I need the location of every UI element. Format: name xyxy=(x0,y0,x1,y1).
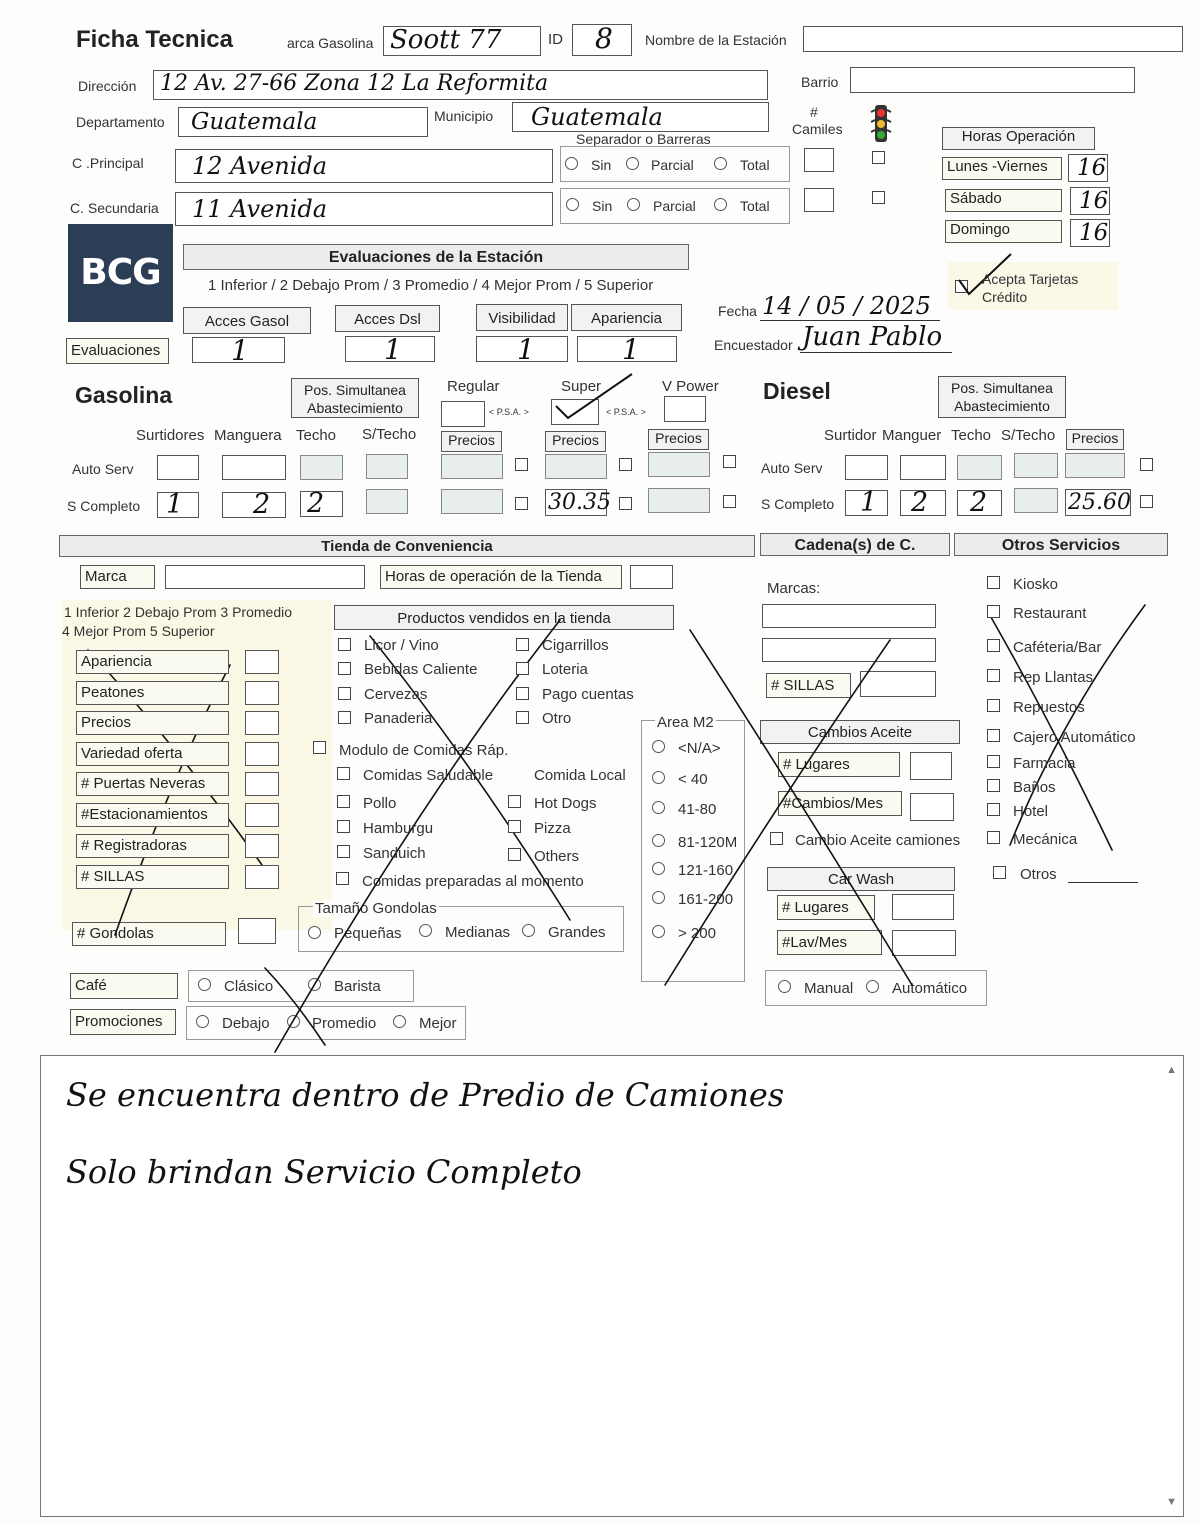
diesel-completo-techo-value: 2 xyxy=(970,487,988,518)
gondolas-count-field[interactable] xyxy=(238,918,276,944)
otro-servicio-label: Cajero Automático xyxy=(1013,729,1136,746)
notes-area[interactable] xyxy=(40,1055,1184,1517)
producto-label: Loteria xyxy=(542,661,588,678)
comida-label: Pollo xyxy=(363,795,397,812)
marcas-field-2[interactable] xyxy=(762,638,936,662)
diesel-pos-label-2: Abastecimiento xyxy=(954,398,1050,414)
rating-field[interactable] xyxy=(245,681,279,705)
gondolas-grandes-label: Grandes xyxy=(548,924,606,941)
gasolina-title: Gasolina xyxy=(75,382,173,408)
eval-acces-dsl-header: Acces Dsl xyxy=(335,305,440,332)
gondolas-pequenas-label: Pequeñas xyxy=(334,925,402,942)
carwash-lav-label: #Lav/Mes xyxy=(777,930,882,955)
cafe-label: Café xyxy=(70,973,178,999)
area-option-label: <N/A> xyxy=(678,740,721,757)
otro-servicio-label: Rep Llantas xyxy=(1013,669,1094,686)
diesel-title: Diesel xyxy=(763,378,831,404)
comida-checkbox[interactable] xyxy=(508,795,521,808)
scroll-down-icon[interactable]: ▼ xyxy=(1166,1496,1177,1508)
gondolas-size-label: Tamaño Gondolas xyxy=(315,900,437,917)
otro-servicio-label: Hotel xyxy=(1013,803,1049,820)
gas-completo-stecho[interactable] xyxy=(366,489,408,514)
barrio-field[interactable] xyxy=(850,67,1135,93)
sep2-total-label: Total xyxy=(740,198,770,214)
eval-apariencia-value: 1 xyxy=(622,333,640,366)
scroll-up-icon[interactable]: ▲ xyxy=(1166,1064,1177,1076)
diesel-auto-checkbox[interactable] xyxy=(1140,458,1153,471)
producto-label: Licor / Vino xyxy=(364,637,439,654)
eval-visibilidad-field[interactable] xyxy=(476,333,568,366)
diesel-auto-serv-label: Auto Serv xyxy=(761,460,823,476)
rating-label: Apariencia xyxy=(76,650,229,674)
domingo-label: Domingo xyxy=(945,220,1062,243)
diesel-completo-techo[interactable] xyxy=(957,487,1002,518)
sep1-total-label: Total xyxy=(740,157,770,173)
area-option-label: 161-200 xyxy=(678,891,734,908)
sep1-sin-radio[interactable] xyxy=(565,157,578,170)
area-option-radio[interactable] xyxy=(652,740,665,753)
otro-servicio-label: Mecánica xyxy=(1013,831,1078,848)
otro-servicio-checkbox[interactable] xyxy=(987,669,1000,682)
cambios-mes-field[interactable] xyxy=(910,793,954,821)
gas-auto-precio-vpower[interactable] xyxy=(648,452,710,477)
area-group xyxy=(641,720,745,982)
acepta-credito-label: Crédito xyxy=(982,289,1028,305)
regular-pos-field[interactable] xyxy=(441,401,485,427)
gas-completo-vpower-checkbox[interactable] xyxy=(723,495,736,508)
sabado-label: Sábado xyxy=(945,189,1062,212)
otro-servicio-checkbox[interactable] xyxy=(987,729,1000,742)
promo-promedio-label: Promedio xyxy=(312,1015,377,1032)
otro-servicio-label: Kiosko xyxy=(1013,576,1059,593)
gas-completo-manguera[interactable] xyxy=(222,489,286,520)
otro-servicio-checkbox[interactable] xyxy=(987,803,1000,816)
calle-secundaria-field[interactable] xyxy=(175,192,553,226)
diesel-completo-surtidor[interactable] xyxy=(845,487,888,518)
psa-label-1: < P.S.A. > xyxy=(489,407,529,417)
marca-gasolina-field[interactable] xyxy=(383,26,541,56)
sep1-sin-label: Sin xyxy=(591,157,612,173)
diesel-auto-precio[interactable] xyxy=(1065,453,1125,478)
tienda-header: Tienda de Conveniencia xyxy=(59,535,755,557)
notes-line-2: Solo brindan Servicio Completo xyxy=(66,1153,582,1191)
marca-gasolina-value: Soott 77 xyxy=(390,25,502,55)
barrio-label: Barrio xyxy=(801,74,839,90)
carwash-automatico-radio[interactable] xyxy=(866,980,879,993)
eval-acces-gasol-value: 1 xyxy=(231,334,249,367)
diesel-col-manguer: Manguer xyxy=(882,427,942,444)
comidas-preparadas-label: Comidas preparadas al momento xyxy=(362,873,584,890)
cambios-lugares-label: # Lugares xyxy=(778,752,900,777)
departamento-value: Guatemala xyxy=(191,109,318,135)
marcas-field-1[interactable] xyxy=(762,604,936,628)
comida-checkbox[interactable] xyxy=(508,820,521,833)
sep2-sin-label: Sin xyxy=(592,198,613,214)
producto-checkbox[interactable] xyxy=(516,662,529,675)
otros-underline xyxy=(1068,882,1138,883)
separador-label: Separador o Barreras xyxy=(576,131,711,147)
diesel-auto-manguer[interactable] xyxy=(900,455,946,480)
area-option-radio[interactable] xyxy=(652,891,665,904)
marca-tienda-field[interactable] xyxy=(165,565,365,589)
sabado-value: 16 xyxy=(1079,188,1109,214)
otro-servicio-checkbox[interactable] xyxy=(987,699,1000,712)
otro-servicio-checkbox[interactable] xyxy=(987,779,1000,792)
fecha-value: 14 / 05 / 2025 xyxy=(762,292,931,320)
rating-label: #Estacionamientos xyxy=(76,803,229,827)
cambio-camiones-checkbox[interactable] xyxy=(770,832,783,845)
gas-super-price: 30.35 xyxy=(548,490,611,515)
gas-auto-vpower-checkbox[interactable] xyxy=(723,455,736,468)
diesel-completo-precio[interactable] xyxy=(1065,489,1131,516)
cambios-mes-label: #Cambios/Mes xyxy=(778,791,902,816)
gas-completo-surtidores-value: 1 xyxy=(166,489,184,520)
otro-servicio-checkbox[interactable] xyxy=(987,755,1000,768)
notes-line-1: Se encuentra dentro de Predio de Camiones xyxy=(66,1076,785,1114)
otro-servicio-checkbox[interactable] xyxy=(987,605,1000,618)
gas-completo-precio-super[interactable] xyxy=(545,489,611,516)
sep2-parcial-label: Parcial xyxy=(653,198,696,214)
horas-tienda-label: Horas de operación de la Tienda xyxy=(380,565,622,589)
gondolas-pequenas-radio[interactable] xyxy=(308,926,321,939)
psa-label-2: < P.S.A. > xyxy=(606,407,646,417)
comida-checkbox[interactable] xyxy=(508,848,521,861)
promo-debajo-radio[interactable] xyxy=(196,1015,209,1028)
otro-servicio-checkbox[interactable] xyxy=(993,866,1006,879)
diesel-auto-surtidor[interactable] xyxy=(845,455,888,480)
rating-label: # SILLAS xyxy=(76,865,229,889)
lunes-viernes-field[interactable] xyxy=(1068,154,1108,182)
diesel-col-techo: Techo xyxy=(951,427,992,444)
id-field[interactable] xyxy=(572,24,632,56)
eval-visibilidad-header: Visibilidad xyxy=(476,304,568,331)
gasolina-pos-label-1: Pos. Simultanea xyxy=(304,382,406,398)
promo-mejor-radio[interactable] xyxy=(393,1015,406,1028)
bcg-logo-text: BCG xyxy=(80,252,161,293)
gas-auto-precio-super[interactable] xyxy=(545,454,607,479)
eval-apariencia-field[interactable] xyxy=(577,333,677,366)
productos-header: Productos vendidos en la tienda xyxy=(334,605,674,630)
area-option-label: 41-80 xyxy=(678,801,717,818)
gas-auto-regular-checkbox[interactable] xyxy=(515,458,528,471)
gas-completo-techo[interactable] xyxy=(300,488,343,519)
cafe-clasico-label: Clásico xyxy=(224,978,274,995)
comida-checkbox[interactable] xyxy=(337,795,350,808)
comidas-preparadas-checkbox[interactable] xyxy=(336,872,349,885)
eval-apariencia-header: Apariencia xyxy=(571,304,682,331)
municipio-value: Guatemala xyxy=(531,103,663,131)
diesel-price: 25.60 xyxy=(1068,490,1131,515)
calle-secundaria-value: 11 Avenida xyxy=(192,195,328,223)
horas-tienda-field[interactable] xyxy=(630,565,673,589)
rating-field[interactable] xyxy=(245,742,279,766)
form-title: Ficha Tecnica xyxy=(76,26,233,53)
otro-servicio-label: Restaurant xyxy=(1013,605,1087,622)
eval-acces-dsl-field[interactable] xyxy=(345,333,435,366)
gas-auto-serv-label: Auto Serv xyxy=(72,461,134,477)
gas-auto-precio-regular[interactable] xyxy=(441,454,503,479)
rating-field[interactable] xyxy=(245,650,279,674)
cambios-aceite-header: Cambios Aceite xyxy=(760,720,960,744)
cadena-sillas-label: # SILLAS xyxy=(766,673,851,698)
gas-col-techo: Techo xyxy=(296,427,337,444)
gas-completo-precio-vpower[interactable] xyxy=(648,488,710,513)
gas-auto-techo[interactable] xyxy=(300,455,343,480)
camiles-checkbox-1[interactable] xyxy=(872,151,885,164)
vpower-pos-field[interactable] xyxy=(664,396,706,422)
comida-checkbox[interactable] xyxy=(337,845,350,858)
producto-checkbox[interactable] xyxy=(516,711,529,724)
diesel-completo-surtidor-value: 1 xyxy=(860,487,878,518)
producto-checkbox[interactable] xyxy=(338,711,351,724)
gas-completo-techo-value: 2 xyxy=(307,488,325,519)
rating-field[interactable] xyxy=(245,834,279,858)
producto-checkbox[interactable] xyxy=(338,662,351,675)
camiles-label: Camiles xyxy=(792,121,843,137)
gas-completo-label: S Completo xyxy=(67,498,141,514)
gas-auto-super-checkbox[interactable] xyxy=(619,458,632,471)
diesel-completo-label: S Completo xyxy=(761,496,835,512)
encuestador-value: Juan Pablo xyxy=(802,322,943,352)
eval-acces-gasol-field[interactable] xyxy=(192,334,285,367)
sep2-sin-radio[interactable] xyxy=(566,198,579,211)
marca-gasolina-label: arca Gasolina xyxy=(287,35,374,51)
modulo-comidas-label: Modulo de Comidas Ráp. xyxy=(339,742,509,759)
modulo-comidas-checkbox[interactable] xyxy=(313,741,326,754)
comida-checkbox[interactable] xyxy=(337,820,350,833)
rating-field[interactable] xyxy=(245,772,279,796)
producto-checkbox[interactable] xyxy=(338,687,351,700)
fecha-label: Fecha xyxy=(718,303,757,319)
rating-label: Variedad oferta xyxy=(76,742,229,766)
id-label: ID xyxy=(548,31,563,48)
otro-servicio-label: Otros xyxy=(1020,866,1057,883)
otro-servicio-label: Repuestos xyxy=(1013,699,1085,716)
gas-auto-stecho[interactable] xyxy=(366,454,408,479)
producto-label: Otro xyxy=(542,710,572,727)
otro-servicio-label: Baños xyxy=(1013,779,1056,796)
rating-label: Peatones xyxy=(76,681,229,705)
gas-completo-regular-checkbox[interactable] xyxy=(515,497,528,510)
area-option-radio[interactable] xyxy=(652,925,665,938)
producto-label: Pago cuentas xyxy=(542,686,634,703)
area-option-label: > 200 xyxy=(678,925,716,942)
otro-servicio-checkbox[interactable] xyxy=(987,831,1000,844)
producto-label: Bebidas Caliente xyxy=(364,661,478,678)
cadena-header: Cadena(s) de C. xyxy=(760,533,950,556)
area-option-radio[interactable] xyxy=(652,771,665,784)
diesel-completo-checkbox[interactable] xyxy=(1140,495,1153,508)
comida-checkbox[interactable] xyxy=(337,767,350,780)
carwash-lugares-label: # Lugares xyxy=(777,895,875,920)
marcas-label: Marcas: xyxy=(767,580,821,597)
diesel-col-stecho: S/Techo xyxy=(1001,427,1056,444)
sep1-parcial-label: Parcial xyxy=(651,157,694,173)
area-label: Area M2 xyxy=(657,714,714,731)
otro-servicio-label: Farmacia xyxy=(1013,755,1076,772)
rating-field[interactable] xyxy=(245,803,279,827)
otro-servicio-checkbox[interactable] xyxy=(987,639,1000,652)
calle-principal-value: 12 Avenida xyxy=(192,152,328,180)
area-option-label: 121-160 xyxy=(678,862,734,879)
carwash-lav-field[interactable] xyxy=(892,930,956,956)
carwash-manual-label: Manual xyxy=(804,980,854,997)
tienda-scale-1: 1 Inferior 2 Debajo Prom 3 Promedio xyxy=(64,604,292,620)
carwash-automatico-label: Automático xyxy=(892,980,968,997)
sep1-total-radio[interactable] xyxy=(714,157,727,170)
promo-promedio-radio[interactable] xyxy=(287,1015,300,1028)
gas-completo-super-checkbox[interactable] xyxy=(619,497,632,510)
fecha-underline xyxy=(760,320,940,321)
lunes-viernes-label: Lunes -Viernes xyxy=(942,157,1062,180)
otro-servicio-checkbox[interactable] xyxy=(987,576,1000,589)
promo-mejor-label: Mejor xyxy=(419,1015,457,1032)
calle-principal-label: C .Principal xyxy=(72,155,144,171)
encuestador-underline xyxy=(800,352,952,353)
producto-checkbox[interactable] xyxy=(516,638,529,651)
lunes-viernes-value: 16 xyxy=(1077,155,1107,181)
gondolas-grandes-radio[interactable] xyxy=(522,924,535,937)
gasolina-pos-label-2: Abastecimiento xyxy=(307,400,403,416)
nombre-estacion-label: Nombre de la Estación xyxy=(645,32,787,48)
diesel-completo-manguer[interactable] xyxy=(900,487,946,518)
nombre-estacion-field[interactable] xyxy=(803,26,1183,52)
cafe-barista-label: Barista xyxy=(334,978,381,995)
tienda-scale-2: 4 Mejor Prom 5 Superior xyxy=(62,623,215,639)
super-label: Super xyxy=(561,378,602,395)
promociones-label: Promociones xyxy=(70,1009,176,1035)
cafe-clasico-radio[interactable] xyxy=(198,978,211,991)
producto-label: Cigarrillos xyxy=(542,637,609,654)
cafe-barista-radio[interactable] xyxy=(308,978,321,991)
gas-precios-regular: Precios xyxy=(441,431,502,452)
otros-servicios-header: Otros Servicios xyxy=(954,533,1168,556)
comida-label: Hamburgu xyxy=(363,820,434,837)
domingo-field[interactable] xyxy=(1070,219,1110,247)
producto-label: Cervezas xyxy=(364,686,428,703)
diesel-pos-label-1: Pos. Simultanea xyxy=(951,380,1053,396)
gasolina-pos-simultanea xyxy=(291,378,419,418)
gondolas-medianas-label: Medianas xyxy=(445,924,511,941)
evaluaciones-scale: 1 Inferior / 2 Debajo Prom / 3 Promedio / 4 Mejor Prom / 5 Superior xyxy=(208,277,654,294)
comida-label: Sanduich xyxy=(363,845,426,862)
gas-auto-manguera[interactable] xyxy=(222,455,286,480)
cadena-sillas-field[interactable] xyxy=(860,671,936,697)
rating-label: # Registradoras xyxy=(76,834,229,858)
eval-acces-dsl-value: 1 xyxy=(384,333,402,366)
diesel-completo-stecho[interactable] xyxy=(1014,488,1058,513)
carwash-manual-radio[interactable] xyxy=(778,980,791,993)
gas-col-surtidores: Surtidores xyxy=(136,427,205,444)
traffic-light-icon xyxy=(870,104,892,144)
diesel-auto-stecho[interactable] xyxy=(1014,453,1058,478)
horas-operacion-header: Horas Operación xyxy=(942,127,1095,150)
sep1-parcial-radio[interactable] xyxy=(626,157,639,170)
sabado-field[interactable] xyxy=(1070,187,1110,215)
producto-checkbox[interactable] xyxy=(338,638,351,651)
sep2-parcial-radio[interactable] xyxy=(627,198,640,211)
diesel-col-surtidor: Surtidor xyxy=(824,427,877,444)
camiles-field-2[interactable] xyxy=(804,188,834,212)
comida-label: Others xyxy=(534,848,580,865)
producto-checkbox[interactable] xyxy=(516,687,529,700)
encuestador-label: Encuestador xyxy=(714,337,793,353)
diesel-completo-manguer-value: 2 xyxy=(911,487,929,518)
sep2-total-radio[interactable] xyxy=(714,198,727,211)
area-option-label: < 40 xyxy=(678,771,708,788)
camiles-field-1[interactable] xyxy=(804,148,834,172)
camiles-hash-label: # xyxy=(810,104,818,120)
evaluaciones-header: Evaluaciones de la Estación xyxy=(183,244,689,270)
producto-label: Panaderia xyxy=(364,710,433,727)
vpower-label: V Power xyxy=(662,378,719,395)
comida-label: Hot Dogs xyxy=(534,795,597,812)
gas-precios-super: Precios xyxy=(545,431,606,452)
evaluaciones-label: Evaluaciones xyxy=(66,338,169,364)
gas-col-manguera: Manguera xyxy=(214,427,282,444)
cambios-lugares-field[interactable] xyxy=(910,752,952,780)
comida-label: Comidas Saludable xyxy=(363,767,494,784)
promo-debajo-label: Debajo xyxy=(222,1015,270,1032)
cambio-camiones-label: Cambio Aceite camiones xyxy=(795,832,961,849)
calle-principal-field[interactable] xyxy=(175,149,553,183)
municipio-label: Municipio xyxy=(434,108,494,124)
gondolas-count-label: # Gondolas xyxy=(72,922,226,946)
departamento-label: Departamento xyxy=(76,114,165,130)
comida-local-label: Comida Local xyxy=(534,767,626,784)
gas-completo-precio-regular[interactable] xyxy=(441,489,503,514)
gas-completo-manguera-value: 2 xyxy=(253,489,271,520)
rating-field[interactable] xyxy=(245,865,279,889)
diesel-precios-header: Precios xyxy=(1066,429,1124,450)
rating-label: # Puertas Neveras xyxy=(76,772,229,796)
comida-label: Pizza xyxy=(534,820,571,837)
gondolas-medianas-radio[interactable] xyxy=(419,924,432,937)
gas-precios-vpower: Precios xyxy=(648,429,709,450)
area-option-radio[interactable] xyxy=(652,834,665,847)
carwash-lugares-field[interactable] xyxy=(892,894,954,920)
departamento-field[interactable] xyxy=(178,107,428,137)
direccion-label: Dirección xyxy=(78,78,137,94)
rating-field[interactable] xyxy=(245,711,279,735)
calle-secundaria-label: C. Secundaria xyxy=(70,200,159,216)
diesel-auto-techo[interactable] xyxy=(957,455,1002,480)
eval-visibilidad-value: 1 xyxy=(517,333,535,366)
otro-servicio-label: Caféteria/Bar xyxy=(1013,639,1102,656)
id-value: 8 xyxy=(595,22,613,55)
eval-acces-gasol-header: Acces Gasol xyxy=(183,307,311,334)
regular-label: Regular xyxy=(447,378,500,395)
gas-col-stecho: S/Techo xyxy=(362,426,417,443)
diesel-pos-simultanea xyxy=(938,376,1066,418)
domingo-value: 16 xyxy=(1079,220,1109,246)
car-wash-header: Car Wash xyxy=(767,867,955,891)
area-option-radio[interactable] xyxy=(652,801,665,814)
gas-completo-surtidores[interactable] xyxy=(157,489,199,520)
municipio-field[interactable] xyxy=(512,102,769,132)
area-option-label: 81-120M xyxy=(678,834,738,851)
bcg-logo xyxy=(68,224,173,322)
area-option-radio[interactable] xyxy=(652,862,665,875)
acepta-tarjetas-label: Acepta Tarjetas xyxy=(982,271,1079,287)
rating-label: Precios xyxy=(76,711,229,735)
camiles-checkbox-2[interactable] xyxy=(872,191,885,204)
gas-auto-surtidores[interactable] xyxy=(157,455,199,480)
marca-tienda-label: Marca xyxy=(80,565,155,589)
direccion-value: 12 Av. 27-66 Zona 12 La Reformita xyxy=(160,71,549,96)
direccion-field[interactable] xyxy=(153,70,768,100)
